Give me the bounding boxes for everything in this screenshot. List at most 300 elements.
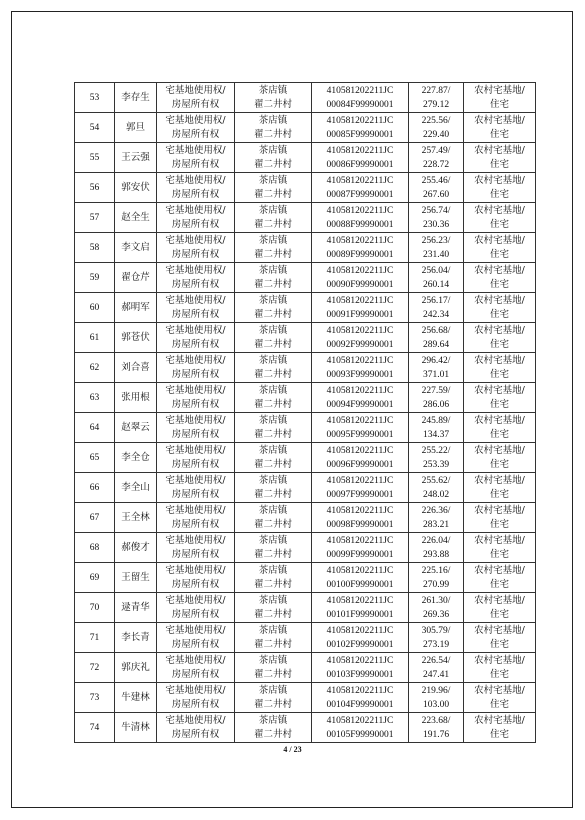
- right-type-cell-line: 房屋所有权: [171, 668, 220, 680]
- unit-code-cell: [312, 233, 409, 263]
- unit-code-cell: [312, 563, 409, 593]
- location-cell-line: 翟二井村: [253, 338, 292, 350]
- unit-code-cell: [312, 443, 409, 473]
- location-cell-line: 茶店镇: [258, 414, 288, 426]
- land-use-cell: [464, 323, 536, 353]
- right-type-cell-line: 宅基地使用权/: [165, 294, 226, 306]
- land-use-cell: [464, 623, 536, 653]
- row-number-cell: 55: [75, 143, 115, 173]
- unit-code-cell-line: 410581202211JC: [326, 235, 394, 246]
- right-type-cell: [157, 353, 235, 383]
- owner-name-cell: 郭庆礼: [115, 653, 157, 683]
- land-use-cell: [464, 293, 536, 323]
- area-cell-line: 279.12: [422, 99, 450, 110]
- table-row: [75, 443, 536, 473]
- unit-code-cell-line: 410581202211JC: [326, 115, 394, 126]
- right-type-cell: [157, 173, 235, 203]
- unit-code-cell: [312, 323, 409, 353]
- right-type-cell-line: 宅基地使用权/: [165, 174, 226, 186]
- right-type-cell-line: 房屋所有权: [171, 158, 220, 170]
- right-type-cell-line: 房屋所有权: [171, 98, 220, 110]
- land-use-cell: [464, 473, 536, 503]
- location-cell-line: 翟二井村: [253, 398, 292, 410]
- location-cell-line: 茶店镇: [258, 444, 288, 456]
- unit-code-cell: [312, 113, 409, 143]
- area-cell: [409, 233, 464, 263]
- location-cell-line: 茶店镇: [258, 594, 288, 606]
- right-type-cell-line: 房屋所有权: [171, 578, 220, 590]
- location-cell-line: 翟二井村: [253, 668, 292, 680]
- right-type-cell: [157, 563, 235, 593]
- right-type-cell-line: 宅基地使用权/: [165, 594, 226, 606]
- table-row: [75, 593, 536, 623]
- area-cell: [409, 143, 464, 173]
- right-type-cell-line: 宅基地使用权/: [165, 204, 226, 216]
- area-cell-line: 253.39: [422, 459, 450, 470]
- right-type-cell-line: 房屋所有权: [171, 398, 220, 410]
- land-use-cell-line: 农村宅基地/: [474, 84, 525, 96]
- location-cell-line: 茶店镇: [258, 504, 288, 516]
- unit-code-cell-line: 00085F99990001: [326, 129, 394, 140]
- right-type-cell-line: 房屋所有权: [171, 458, 220, 470]
- land-use-cell-line: 住宅: [489, 398, 509, 410]
- area-cell: [409, 293, 464, 323]
- area-cell-line: 231.40: [422, 249, 450, 260]
- right-type-cell-line: 宅基地使用权/: [165, 534, 226, 546]
- right-type-cell: [157, 443, 235, 473]
- area-cell-line: 270.99: [422, 579, 450, 590]
- land-use-cell-line: 农村宅基地/: [474, 534, 525, 546]
- table-row: [75, 173, 536, 203]
- area-cell: [409, 413, 464, 443]
- location-cell: [235, 383, 312, 413]
- row-number-cell: 66: [75, 473, 115, 503]
- land-use-cell-line: 农村宅基地/: [474, 204, 525, 216]
- right-type-cell-line: 房屋所有权: [171, 608, 220, 620]
- row-number-cell: 65: [75, 443, 115, 473]
- land-use-cell-line: 住宅: [489, 278, 509, 290]
- area-cell: [409, 473, 464, 503]
- land-use-cell: [464, 383, 536, 413]
- row-number-cell: 56: [75, 173, 115, 203]
- row-number-cell: 71: [75, 623, 115, 653]
- land-use-cell: [464, 443, 536, 473]
- unit-code-cell-line: 00099F99990001: [326, 549, 394, 560]
- owner-name-cell: 李文启: [115, 233, 157, 263]
- location-cell: [235, 203, 312, 233]
- area-cell: [409, 653, 464, 683]
- table-row: [75, 323, 536, 353]
- location-cell-line: 翟二井村: [253, 698, 292, 710]
- land-use-cell-line: 农村宅基地/: [474, 354, 525, 366]
- area-cell: [409, 623, 464, 653]
- owner-name-cell: 牛建林: [115, 683, 157, 713]
- unit-code-cell-line: 00105F99990001: [326, 729, 394, 740]
- land-use-cell-line: 农村宅基地/: [474, 324, 525, 336]
- area-cell-line: 371.01: [422, 369, 450, 380]
- land-use-cell-line: 农村宅基地/: [474, 684, 525, 696]
- land-use-cell-line: 农村宅基地/: [474, 594, 525, 606]
- unit-code-cell-line: 00096F99990001: [326, 459, 394, 470]
- land-use-cell-line: 住宅: [489, 338, 509, 350]
- location-cell-line: 茶店镇: [258, 144, 288, 156]
- location-cell: [235, 113, 312, 143]
- right-type-cell-line: 房屋所有权: [171, 548, 220, 560]
- area-cell: [409, 443, 464, 473]
- right-type-cell: [157, 473, 235, 503]
- unit-code-cell-line: 00094F99990001: [326, 399, 394, 410]
- location-cell: [235, 473, 312, 503]
- unit-code-cell-line: 00103F99990001: [326, 669, 394, 680]
- land-use-cell-line: 农村宅基地/: [474, 144, 525, 156]
- right-type-cell-line: 房屋所有权: [171, 308, 220, 320]
- land-use-cell-line: 住宅: [489, 188, 509, 200]
- area-cell-line: 255.22/: [421, 445, 451, 456]
- area-cell-line: 225.56/: [421, 115, 451, 126]
- land-use-cell-line: 住宅: [489, 458, 509, 470]
- right-type-cell: [157, 293, 235, 323]
- area-cell-line: 230.36: [422, 219, 450, 230]
- table-row: [75, 383, 536, 413]
- location-cell-line: 茶店镇: [258, 354, 288, 366]
- owner-name-cell: 王云强: [115, 143, 157, 173]
- location-cell-line: 翟二井村: [253, 158, 292, 170]
- location-cell: [235, 563, 312, 593]
- owner-name-cell: 翟仓芹: [115, 263, 157, 293]
- location-cell-line: 翟二井村: [253, 368, 292, 380]
- table-row: [75, 293, 536, 323]
- owner-name-cell: 郝明军: [115, 293, 157, 323]
- right-type-cell-line: 房屋所有权: [171, 278, 220, 290]
- land-use-cell-line: 住宅: [489, 548, 509, 560]
- location-cell: [235, 503, 312, 533]
- area-cell-line: 226.54/: [421, 655, 451, 666]
- right-type-cell: [157, 413, 235, 443]
- unit-code-cell-line: 00088F99990001: [326, 219, 394, 230]
- table-row: [75, 413, 536, 443]
- land-use-cell-line: 农村宅基地/: [474, 294, 525, 306]
- location-cell-line: 茶店镇: [258, 114, 288, 126]
- unit-code-cell: [312, 353, 409, 383]
- land-use-cell-line: 农村宅基地/: [474, 234, 525, 246]
- location-cell: [235, 713, 312, 743]
- land-use-cell-line: 住宅: [489, 98, 509, 110]
- row-number-cell: 68: [75, 533, 115, 563]
- unit-code-cell-line: 00098F99990001: [326, 519, 394, 530]
- area-cell-line: 134.37: [422, 429, 450, 440]
- unit-code-cell-line: 410581202211JC: [326, 145, 394, 156]
- location-cell: [235, 173, 312, 203]
- area-cell: [409, 713, 464, 743]
- land-use-cell-line: 住宅: [489, 128, 509, 140]
- land-use-cell-line: 住宅: [489, 638, 509, 650]
- land-use-cell-line: 农村宅基地/: [474, 264, 525, 276]
- unit-code-cell-line: 410581202211JC: [326, 535, 394, 546]
- area-cell-line: 227.59/: [421, 385, 451, 396]
- right-type-cell-line: 宅基地使用权/: [165, 264, 226, 276]
- land-use-cell-line: 农村宅基地/: [474, 174, 525, 186]
- area-cell-line: 103.00: [422, 699, 450, 710]
- area-cell: [409, 203, 464, 233]
- owner-name-cell: 王留生: [115, 563, 157, 593]
- unit-code-cell-line: 00097F99990001: [326, 489, 394, 500]
- location-cell: [235, 233, 312, 263]
- owner-name-cell: 郝俊才: [115, 533, 157, 563]
- unit-code-cell-line: 410581202211JC: [326, 625, 394, 636]
- area-cell: [409, 353, 464, 383]
- row-number-cell: 74: [75, 713, 115, 743]
- unit-code-cell-line: 410581202211JC: [326, 415, 394, 426]
- location-cell-line: 茶店镇: [258, 264, 288, 276]
- location-cell-line: 茶店镇: [258, 474, 288, 486]
- owner-name-cell: 张用根: [115, 383, 157, 413]
- right-type-cell: [157, 503, 235, 533]
- area-cell-line: 261.30/: [421, 595, 451, 606]
- unit-code-cell-line: 00084F99990001: [326, 99, 394, 110]
- table-row: [75, 683, 536, 713]
- table-row: [75, 713, 536, 743]
- area-cell: [409, 563, 464, 593]
- owner-name-cell: 李长青: [115, 623, 157, 653]
- right-type-cell: [157, 383, 235, 413]
- right-type-cell-line: 房屋所有权: [171, 338, 220, 350]
- right-type-cell-line: 宅基地使用权/: [165, 654, 226, 666]
- location-cell-line: 翟二井村: [253, 608, 292, 620]
- unit-code-cell: [312, 653, 409, 683]
- right-type-cell-line: 宅基地使用权/: [165, 444, 226, 456]
- location-cell-line: 茶店镇: [258, 624, 288, 636]
- land-use-cell-line: 住宅: [489, 158, 509, 170]
- unit-code-cell-line: 00087F99990001: [326, 189, 394, 200]
- right-type-cell-line: 房屋所有权: [171, 188, 220, 200]
- location-cell-line: 茶店镇: [258, 714, 288, 726]
- area-cell-line: 227.87/: [421, 85, 451, 96]
- row-number-cell: 53: [75, 83, 115, 113]
- right-type-cell: [157, 323, 235, 353]
- unit-code-cell: [312, 713, 409, 743]
- location-cell-line: 茶店镇: [258, 564, 288, 576]
- unit-code-cell-line: 410581202211JC: [326, 175, 394, 186]
- land-use-cell-line: 住宅: [489, 608, 509, 620]
- location-cell-line: 茶店镇: [258, 384, 288, 396]
- area-cell-line: 293.88: [422, 549, 450, 560]
- land-use-cell-line: 农村宅基地/: [474, 114, 525, 126]
- area-cell-line: 267.60: [422, 189, 450, 200]
- area-cell-line: 269.36: [422, 609, 450, 620]
- table-row: [75, 263, 536, 293]
- right-type-cell-line: 房屋所有权: [171, 248, 220, 260]
- row-number-cell: 72: [75, 653, 115, 683]
- row-number-cell: 62: [75, 353, 115, 383]
- right-type-cell-line: 房屋所有权: [171, 638, 220, 650]
- right-type-cell-line: 宅基地使用权/: [165, 84, 226, 96]
- location-cell: [235, 143, 312, 173]
- unit-code-cell: [312, 293, 409, 323]
- area-cell: [409, 263, 464, 293]
- area-cell-line: 256.17/: [421, 295, 451, 306]
- area-cell-line: 260.14: [422, 279, 450, 290]
- area-cell-line: 191.76: [422, 729, 450, 740]
- location-cell: [235, 323, 312, 353]
- table-row: [75, 353, 536, 383]
- page-number: 4 / 23: [283, 745, 302, 754]
- area-cell-line: 296.42/: [421, 355, 451, 366]
- area-cell-line: 245.89/: [421, 415, 451, 426]
- unit-code-cell-line: 410581202211JC: [326, 325, 394, 336]
- table-row: [75, 563, 536, 593]
- location-cell-line: 茶店镇: [258, 84, 288, 96]
- unit-code-cell-line: 410581202211JC: [326, 685, 394, 696]
- right-type-cell-line: 宅基地使用权/: [165, 684, 226, 696]
- location-cell-line: 翟二井村: [253, 428, 292, 440]
- land-use-cell-line: 住宅: [489, 488, 509, 500]
- unit-code-cell-line: 410581202211JC: [326, 385, 394, 396]
- location-cell-line: 翟二井村: [253, 578, 292, 590]
- area-cell-line: 255.62/: [421, 475, 451, 486]
- land-use-cell-line: 农村宅基地/: [474, 384, 525, 396]
- right-type-cell-line: 房屋所有权: [171, 698, 220, 710]
- right-type-cell: [157, 233, 235, 263]
- right-type-cell-line: 宅基地使用权/: [165, 234, 226, 246]
- table-row: [75, 473, 536, 503]
- unit-code-cell: [312, 263, 409, 293]
- location-cell: [235, 353, 312, 383]
- land-use-cell: [464, 113, 536, 143]
- unit-code-cell: [312, 383, 409, 413]
- area-cell-line: 226.04/: [421, 535, 451, 546]
- location-cell: [235, 413, 312, 443]
- location-cell-line: 翟二井村: [253, 518, 292, 530]
- land-use-cell-line: 住宅: [489, 728, 509, 740]
- right-type-cell: [157, 203, 235, 233]
- right-type-cell-line: 房屋所有权: [171, 128, 220, 140]
- unit-code-cell: [312, 473, 409, 503]
- land-use-cell: [464, 683, 536, 713]
- property-registry-table: [74, 82, 536, 743]
- area-cell: [409, 683, 464, 713]
- right-type-cell: [157, 713, 235, 743]
- location-cell-line: 茶店镇: [258, 324, 288, 336]
- location-cell-line: 翟二井村: [253, 308, 292, 320]
- right-type-cell-line: 宅基地使用权/: [165, 504, 226, 516]
- location-cell-line: 翟二井村: [253, 278, 292, 290]
- land-use-cell: [464, 233, 536, 263]
- land-use-cell-line: 住宅: [489, 578, 509, 590]
- land-use-cell: [464, 83, 536, 113]
- table-row: [75, 203, 536, 233]
- land-use-cell: [464, 713, 536, 743]
- area-cell-line: 256.23/: [421, 235, 451, 246]
- land-use-cell: [464, 173, 536, 203]
- unit-code-cell: [312, 203, 409, 233]
- table-row: [75, 83, 536, 113]
- unit-code-cell-line: 410581202211JC: [326, 475, 394, 486]
- right-type-cell-line: 宅基地使用权/: [165, 144, 226, 156]
- unit-code-cell: [312, 683, 409, 713]
- unit-code-cell: [312, 143, 409, 173]
- right-type-cell-line: 宅基地使用权/: [165, 114, 226, 126]
- area-cell-line: 256.74/: [421, 205, 451, 216]
- owner-name-cell: 李全仓: [115, 443, 157, 473]
- owner-name-cell: 郭苍伏: [115, 323, 157, 353]
- land-use-cell-line: 农村宅基地/: [474, 564, 525, 576]
- unit-code-cell-line: 410581202211JC: [326, 85, 394, 96]
- owner-name-cell: 李全山: [115, 473, 157, 503]
- land-use-cell-line: 农村宅基地/: [474, 714, 525, 726]
- land-use-cell-line: 农村宅基地/: [474, 444, 525, 456]
- land-use-cell-line: 农村宅基地/: [474, 654, 525, 666]
- unit-code-cell-line: 410581202211JC: [326, 655, 394, 666]
- table-row: [75, 533, 536, 563]
- area-cell-line: 283.21: [422, 519, 450, 530]
- area-cell-line: 255.46/: [421, 175, 451, 186]
- right-type-cell-line: 房屋所有权: [171, 488, 220, 500]
- area-cell-line: 242.34: [422, 309, 450, 320]
- location-cell: [235, 683, 312, 713]
- owner-name-cell: 牛清林: [115, 713, 157, 743]
- unit-code-cell: [312, 83, 409, 113]
- land-use-cell: [464, 203, 536, 233]
- location-cell-line: 翟二井村: [253, 638, 292, 650]
- unit-code-cell: [312, 173, 409, 203]
- land-use-cell-line: 住宅: [489, 428, 509, 440]
- unit-code-cell-line: 410581202211JC: [326, 595, 394, 606]
- right-type-cell-line: 宅基地使用权/: [165, 714, 226, 726]
- row-number-cell: 67: [75, 503, 115, 533]
- unit-code-cell-line: 410581202211JC: [326, 205, 394, 216]
- land-use-cell-line: 住宅: [489, 218, 509, 230]
- right-type-cell: [157, 623, 235, 653]
- area-cell: [409, 503, 464, 533]
- unit-code-cell-line: 410581202211JC: [326, 505, 394, 516]
- location-cell-line: 茶店镇: [258, 534, 288, 546]
- right-type-cell-line: 宅基地使用权/: [165, 384, 226, 396]
- land-use-cell: [464, 413, 536, 443]
- area-cell: [409, 323, 464, 353]
- right-type-cell: [157, 83, 235, 113]
- right-type-cell: [157, 593, 235, 623]
- right-type-cell-line: 房屋所有权: [171, 428, 220, 440]
- row-number-cell: 54: [75, 113, 115, 143]
- location-cell: [235, 83, 312, 113]
- location-cell: [235, 263, 312, 293]
- unit-code-cell-line: 00086F99990001: [326, 159, 394, 170]
- land-use-cell: [464, 353, 536, 383]
- right-type-cell: [157, 533, 235, 563]
- area-cell-line: 225.16/: [421, 565, 451, 576]
- right-type-cell-line: 房屋所有权: [171, 518, 220, 530]
- row-number-cell: 63: [75, 383, 115, 413]
- unit-code-cell-line: 00092F99990001: [326, 339, 394, 350]
- location-cell: [235, 443, 312, 473]
- unit-code-cell-line: 00102F99990001: [326, 639, 394, 650]
- right-type-cell-line: 宅基地使用权/: [165, 474, 226, 486]
- right-type-cell: [157, 653, 235, 683]
- row-number-cell: 60: [75, 293, 115, 323]
- unit-code-cell: [312, 503, 409, 533]
- row-number-cell: 58: [75, 233, 115, 263]
- row-number-cell: 61: [75, 323, 115, 353]
- land-use-cell-line: 住宅: [489, 308, 509, 320]
- owner-name-cell: 郭安伏: [115, 173, 157, 203]
- land-use-cell-line: 住宅: [489, 518, 509, 530]
- location-cell: [235, 293, 312, 323]
- land-use-cell-line: 住宅: [489, 668, 509, 680]
- owner-name-cell: 逯青华: [115, 593, 157, 623]
- right-type-cell-line: 宅基地使用权/: [165, 354, 226, 366]
- land-use-cell-line: 农村宅基地/: [474, 504, 525, 516]
- right-type-cell: [157, 263, 235, 293]
